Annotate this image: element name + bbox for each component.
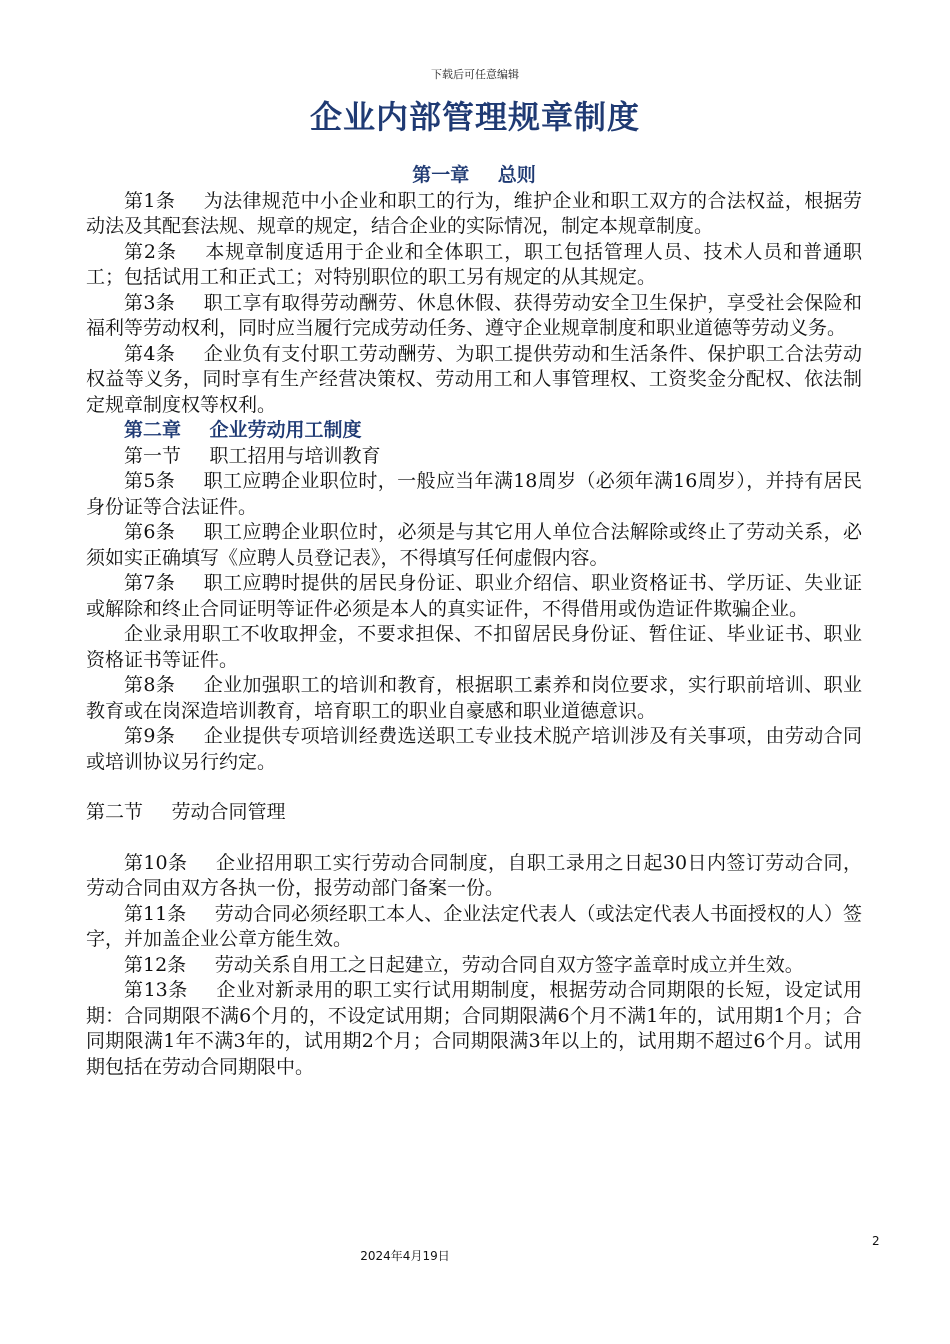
section-1-name: 职工招用与培训教育: [209, 444, 381, 467]
article-10-number: 第10条: [124, 851, 188, 874]
paragraph-no-deposit: 企业录用职工不收取押金，不要求担保、不扣留居民身份证、暂住证、毕业证书、职业资格证书等证件。: [86, 623, 862, 671]
article-8: [86, 673, 862, 724]
section-2-heading: [86, 800, 862, 826]
blank-line: [86, 775, 862, 800]
chapter-2-number: 第二章: [124, 419, 182, 441]
article-6-number: 第6条: [124, 521, 176, 543]
article-5: [86, 469, 862, 520]
article-12-text: 劳动关系自用工之日起建立，劳动合同自双方签字盖章时成立并生效。: [214, 953, 804, 976]
chapter-1-number: 第一章: [412, 164, 470, 186]
article-12: [86, 953, 862, 979]
article-11: [86, 902, 862, 953]
article-1: [86, 189, 862, 240]
document-title: 企业内部管理规章制度: [309, 98, 640, 136]
article-3-number: 第3条: [124, 291, 176, 314]
section-1-number: 第一节: [124, 444, 182, 467]
article-7-text: 职工应聘时提供的居民身份证、职业介绍信、职业资格证书、学历证、失业证或解除和终止合同证明等证件必须是本人的真实证件，不得借用或伪造证件欺骗企业。: [86, 572, 862, 620]
article-8-number: 第8条: [124, 674, 176, 696]
article-10: [86, 851, 862, 902]
article-2: [86, 240, 862, 291]
chapter-2-name: 企业劳动用工制度: [209, 419, 362, 441]
article-9: [86, 724, 862, 775]
article-11-number: 第11条: [124, 902, 187, 925]
article-9-text: 企业提供专项培训经费选送职工专业技术脱产培训涉及有关事项，由劳动合同或培训协议另行约定。: [86, 725, 862, 773]
header-note: 下载后可任意编辑: [431, 68, 519, 81]
article-6: [86, 520, 862, 571]
article-7: [86, 571, 862, 622]
document-body: [86, 163, 862, 1080]
section-2-name: 劳动合同管理: [171, 801, 286, 823]
article-13-number: 第13条: [124, 979, 188, 1001]
blank-line: [86, 826, 862, 851]
article-1-text: 为法律规范中小企业和职工的行为，维护企业和职工双方的合法权益，根据劳动法及其配套法规、规章的规定，结合企业的实际情况，制定本规章制度。: [86, 189, 862, 237]
article-6-text: 职工应聘企业职位时，必须是与其它用人单位合法解除或终止了劳动关系，必须如实正确填写《应聘人员登记表》，不得填写任何虚假内容。: [86, 521, 862, 569]
article-2-number: 第2条: [124, 240, 177, 263]
chapter-1-heading: [86, 163, 862, 189]
chapter-2-heading: [86, 418, 862, 444]
article-2-text: 本规章制度适用于企业和全体职工，职工包括管理人员、技术人员和普通职工；包括试用工和正式工；对特别职位的职工另有规定的从其规定。: [86, 240, 862, 288]
article-13-text: 企业对新录用的职工实行试用期制度，根据劳动合同期限的长短，设定试用期：合同期限不满6个月的，不设定试用期；合同期限满6个月不满1年的，试用期1个月；合同期限满1年不满3年的，试用期2个月；合同期限满3年以上的，试用期不超过6个月。试用期包括在劳动合同期限中。: [86, 979, 862, 1078]
article-9-number: 第9条: [124, 725, 176, 747]
article-11-text: 劳动合同必须经职工本人、企业法定代表人（或法定代表人书面授权的人）签字，并加盖企业公章方能生效。: [86, 902, 862, 950]
article-4-text: 企业负有支付职工劳动酬劳、为职工提供劳动和生活条件、保护职工合法劳动权益等义务，同时享有生产经营决策权、劳动用工和人事管理权、工资奖金分配权、依法制定规章制度权等权利。: [86, 342, 862, 416]
article-10-text: 企业招用职工实行劳动合同制度，自职工录用之日起30日内签订劳动合同，劳动合同由双方各执一份，报劳动部门备案一份。: [86, 851, 862, 899]
chapter-1-name: 总则: [497, 164, 536, 186]
article-1-number: 第1条: [124, 189, 176, 212]
article-4-number: 第4条: [124, 342, 176, 365]
article-5-number: 第5条: [124, 470, 176, 492]
article-3-text: 职工享有取得劳动酬劳、休息休假、获得劳动安全卫生保护，享受社会保险和福利等劳动权利，同时应当履行完成劳动任务、遵守企业规章制度和职业道德等劳动义务。: [86, 291, 862, 339]
article-8-text: 企业加强职工的培训和教育，根据职工素养和岗位要求，实行职前培训、职业教育或在岗深造培训教育，培育职工的职业自豪感和职业道德意识。: [86, 674, 862, 722]
section-2-number: 第二节: [86, 801, 144, 823]
page-number: 2: [872, 1234, 880, 1248]
article-13: [86, 978, 862, 1080]
article-5-text: 职工应聘企业职位时，一般应当年满18周岁（必须年满16周岁），并持有居民身份证等合法证件。: [86, 470, 862, 518]
article-7-number: 第7条: [124, 572, 176, 594]
section-1-heading: [86, 444, 862, 470]
article-3: [86, 291, 862, 342]
article-12-number: 第12条: [124, 953, 187, 976]
footer-date: 2024年4月19日: [360, 1249, 450, 1263]
article-4: [86, 342, 862, 419]
